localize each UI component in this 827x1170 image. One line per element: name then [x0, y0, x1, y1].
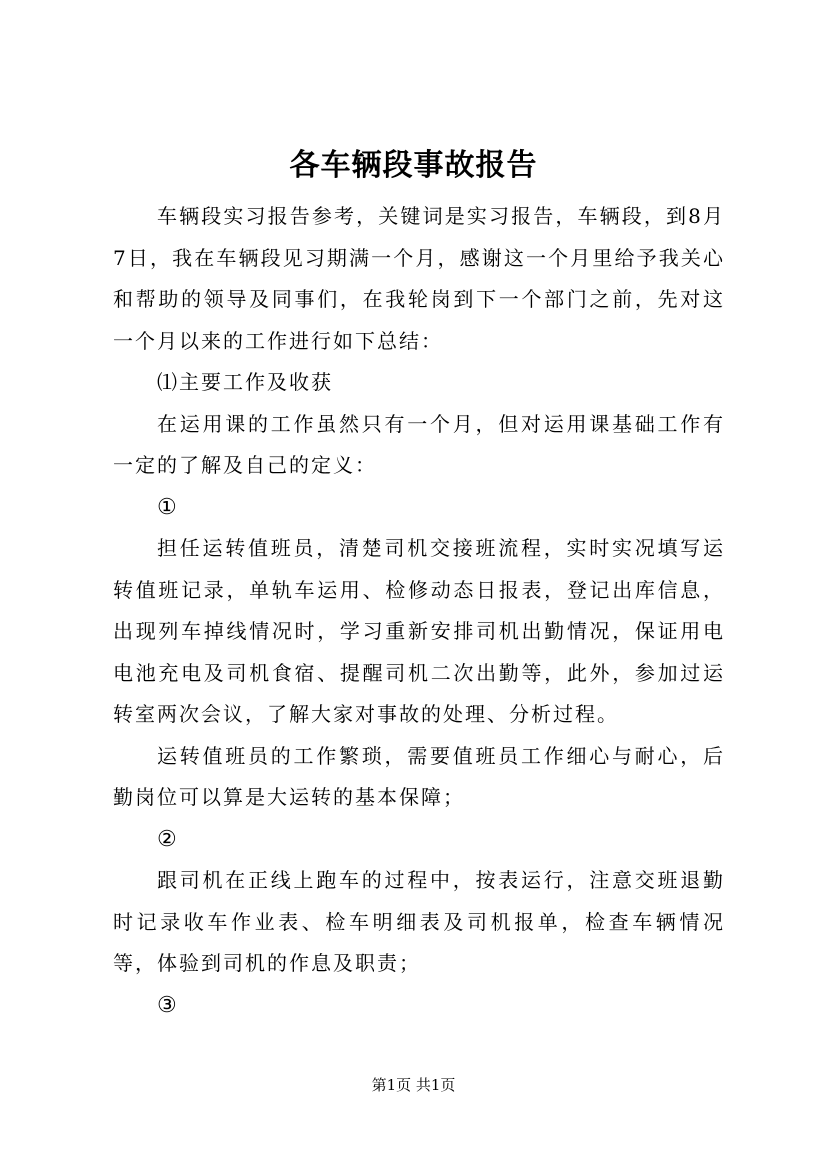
paragraph-intro: 车辆段实习报告参考，关键词是实习报告，车辆段，到8月7日，我在车辆段见习期满一个月，感谢这一个月里给予我关心和帮助的领导及同事们，在我轮岗到下一个部门之前，先对这一个月以来的工作进行如下总结： [113, 204, 725, 353]
document-title: 各车辆段事故报告 [289, 148, 538, 183]
section-heading: ⑴主要工作及收获 [157, 370, 333, 394]
list-marker-1: ① [157, 494, 177, 520]
paragraph-overview: 在运用课的工作虽然只有一个月，但对运用课基础工作有一定的了解及自己的定义： [113, 411, 725, 477]
list-marker-3: ③ [157, 992, 177, 1018]
document-body [113, 196, 725, 1026]
paragraph-duty-1: 担任运转值班员，清楚司机交接班流程，实时实况填写运转值班记录，单轨车运用、检修动态日报表，登记出库信息，出现列车掉线情况时，学习重新安排司机出勤情况，保证用电电池充电及司机食宿、提醒司机二次出勤等，此外，参加过运转室两次会议，了解大家对事故的处理、分析过程。 [113, 536, 725, 726]
page-footer: 第1页 共1页 [371, 1076, 456, 1094]
paragraph-duty-1-summary: 运转值班员的工作繁琐，需要值班员工作细心与耐心，后勤岗位可以算是大运转的基本保障； [113, 743, 725, 809]
list-marker-2: ② [157, 826, 177, 852]
paragraph-duty-2: 跟司机在正线上跑车的过程中，按表运行，注意交班退勤时记录收车作业表、检车明细表及司机报单，检查车辆情况等，体验到司机的作息及职责； [113, 868, 725, 975]
